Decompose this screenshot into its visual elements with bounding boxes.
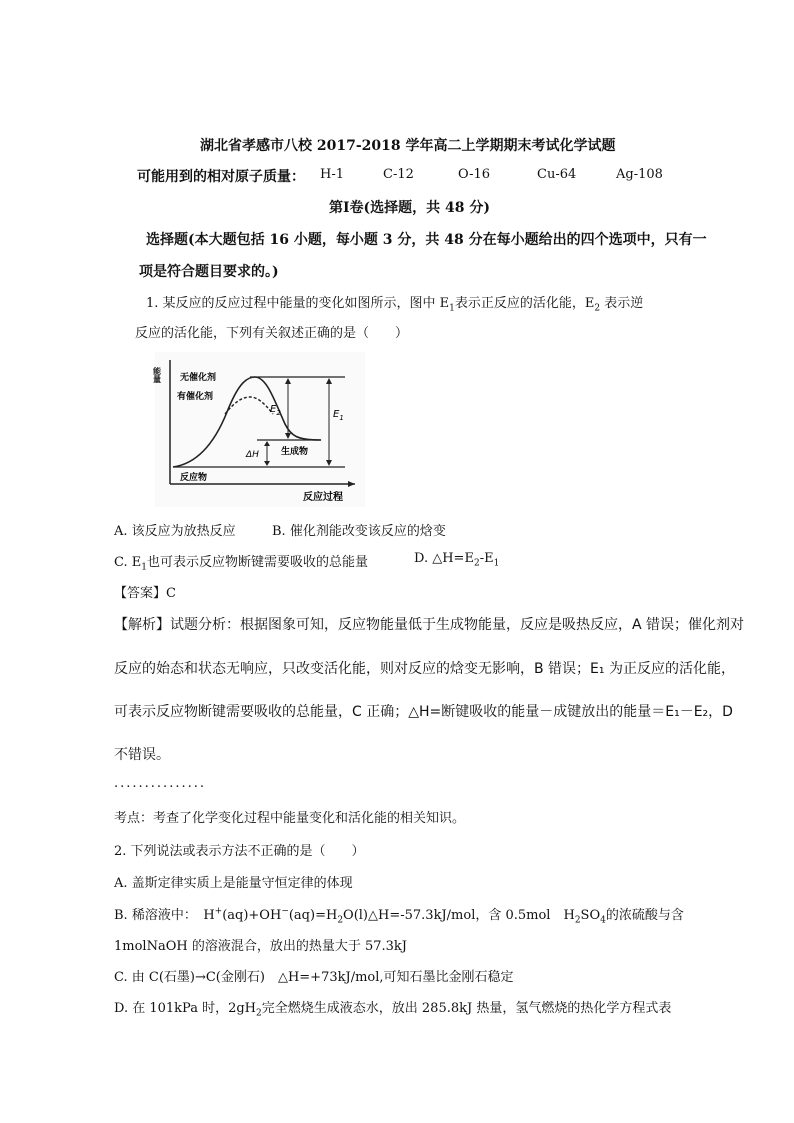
q1-analysis-line2: 反应的始态和状态无响应，只改变活化能，则对反应的焓变无影响，B 错误；E₁ 为正反应的活化能， bbox=[114, 661, 735, 677]
e1-label: $E_1$ bbox=[333, 409, 344, 422]
q2-option-b-text: O(l)△H=-57.3kJ/mol，含 0.5mol H bbox=[343, 908, 575, 923]
q2-sub: 4 bbox=[600, 915, 606, 926]
atomic-masses bbox=[0, 166, 794, 186]
q1-option-c bbox=[114, 551, 368, 573]
q1-option-c-text: C. E bbox=[114, 555, 142, 570]
q2-option-b-line2: 1molNaOH 的溶液混合，放出的热量大于 57.3kJ bbox=[114, 939, 408, 954]
x-axis-label: 反应过程 bbox=[303, 492, 343, 503]
section-heading: 第Ⅰ卷(选择题，共 48 分) bbox=[329, 200, 491, 216]
q2-option-b-text: 的浓硫酸与含 bbox=[605, 908, 684, 923]
q1-option-c-text: 也可表示反应物断键需要吸收的总能量 bbox=[146, 555, 368, 570]
q1-stem-line2: 反应的活化能，下列有关叙述正确的是（ ） bbox=[135, 326, 409, 341]
q1-sub: 2 bbox=[594, 303, 601, 314]
atomic-masses-label: 可能用到的相对原子质量： bbox=[137, 169, 305, 185]
q2-option-d-text: 完全燃烧生成液态水，放出 285.8kJ 热量，氢气燃烧的热化学方程式表 bbox=[261, 1001, 672, 1016]
atomic-mass-item: H-1 bbox=[320, 167, 345, 182]
q2-sub: 2 bbox=[256, 1008, 262, 1019]
q2-option-d-text: D. 在 101kPa 时，2gH bbox=[114, 1001, 257, 1016]
q2-option-a: A. 盖斯定律实质上是能量守恒定律的体现 bbox=[114, 876, 353, 891]
atomic-mass-item: O-16 bbox=[458, 167, 491, 182]
q1-option-d-text: -E bbox=[479, 551, 494, 566]
q1-analysis-line4: 不错误。 bbox=[114, 747, 170, 763]
instructions-line1: 选择题(本大题包括 16 小题，每小题 3 分，共 48 分在每小题给出的四个选项中，只有一 bbox=[146, 232, 707, 248]
q2-sup: − bbox=[281, 906, 289, 917]
q1-stem-text: 表示逆 bbox=[600, 296, 644, 311]
q1-sub: 1 bbox=[141, 562, 147, 573]
product-label: 生成物 bbox=[281, 447, 309, 457]
q2-sup: + bbox=[214, 906, 223, 917]
energy-diagram bbox=[152, 352, 365, 507]
q2-option-b-text: SO bbox=[580, 908, 601, 923]
q2-option-b-text: (aq)=H bbox=[288, 908, 338, 923]
e2-label: $E_2$ bbox=[270, 404, 281, 417]
q1-kaodian: 考点：考查了化学变化过程中能量变化和活化能的相关知识。 bbox=[114, 811, 466, 826]
q1-analysis-line3: 可表示反应物断键需要吸收的总能量，C 正确；△H=断键吸收的能量－成键放出的能量＝E₁－E₂，D bbox=[114, 704, 733, 720]
q1-option-d bbox=[414, 551, 499, 569]
q1-option-a: A. 该反应为放热反应 bbox=[114, 524, 236, 539]
atomic-mass-item: Cu-64 bbox=[537, 167, 577, 182]
q1-stem-text: 1. 某反应的反应过程中能量的变化如图所示，图中 E bbox=[146, 296, 450, 311]
dotted-separator: ............... bbox=[114, 776, 206, 791]
dh-label: ΔH bbox=[246, 450, 259, 460]
q1-stem-line1 bbox=[146, 292, 643, 314]
no-catalyst-label: 无催化剂 bbox=[180, 373, 217, 383]
q2-option-b-text: (aq)+OH bbox=[222, 908, 282, 923]
q1-analysis-line1: 【解析】试题分析：根据图象可知，反应物能量低于生成物能量，反应是吸热反应，A 错误；催化剂对 bbox=[114, 617, 745, 633]
q1-sub: 1 bbox=[449, 303, 455, 314]
q1-option-d-text: D. △H=E bbox=[414, 551, 474, 566]
q2-option-c: C. 由 C(石墨)→C(金刚石) △H=+73kJ/mol,可知石墨比金刚石稳定 bbox=[114, 970, 514, 985]
q2-sub: 2 bbox=[337, 915, 344, 926]
q2-option-b-line1 bbox=[114, 904, 684, 926]
atomic-mass-item: C-12 bbox=[383, 167, 414, 182]
with-catalyst-label: 有催化剂 bbox=[177, 392, 214, 402]
q1-sub: 1 bbox=[493, 558, 500, 569]
instructions-line2: 项是符合题目要求的。) bbox=[139, 264, 279, 280]
reactant-label: 反应物 bbox=[180, 473, 208, 483]
q2-stem: 2. 下列说法或表示方法不正确的是（ ） bbox=[114, 844, 365, 859]
page-title: 湖北省孝感市八校 2017-2018 学年高二上学期期末考试化学试题 bbox=[200, 138, 616, 154]
q1-sub: 2 bbox=[473, 558, 480, 569]
q2-option-b-text: B. 稀溶液中： H bbox=[114, 908, 215, 923]
y-axis-label: 能量 bbox=[152, 367, 162, 383]
atomic-mass-item: Ag-108 bbox=[616, 167, 663, 182]
q2-option-d bbox=[114, 997, 671, 1019]
q1-option-b: B. 催化剂能改变该反应的焓变 bbox=[272, 524, 446, 539]
q2-sub: 2 bbox=[574, 915, 581, 926]
q1-answer: 【答案】C bbox=[114, 586, 176, 601]
q1-stem-text: 表示正反应的活化能，E bbox=[454, 296, 595, 311]
